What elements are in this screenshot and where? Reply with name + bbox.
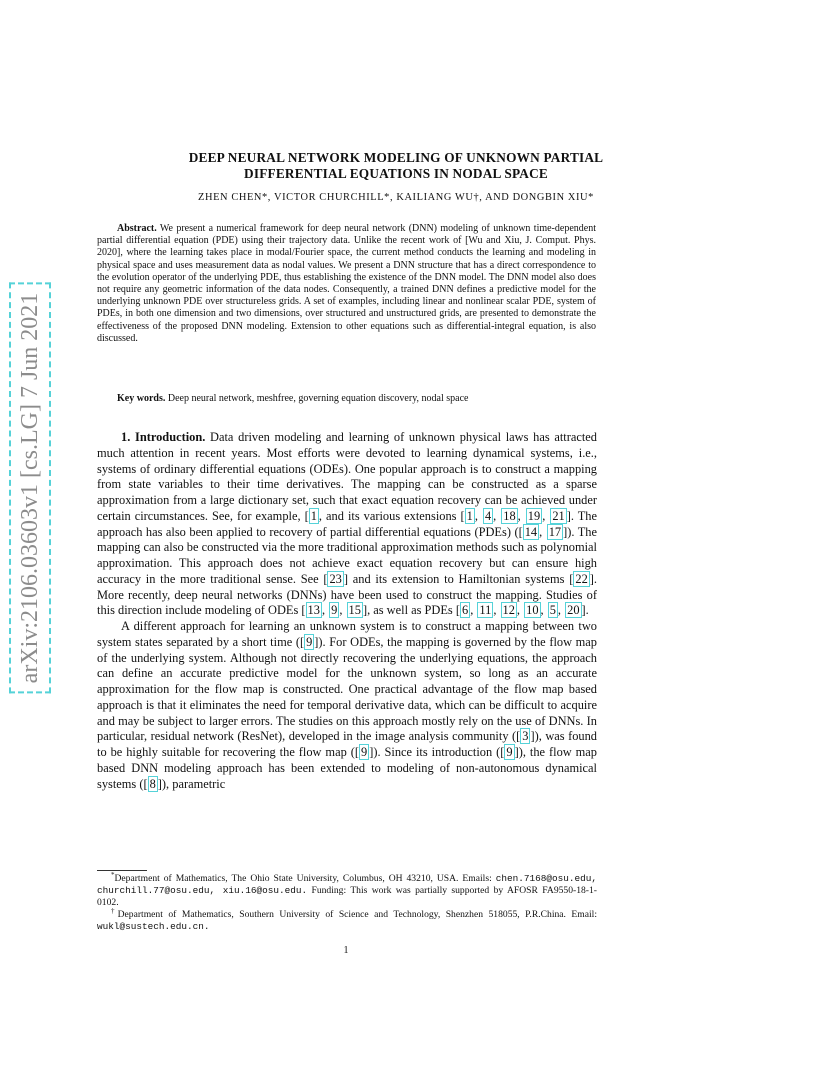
footnote-text: Department of Mathematics, Southern University of Science and Technology, Shenzhen 518055, P.R.China. Email: <box>117 909 598 920</box>
citation-link[interactable]: 9 <box>360 745 368 759</box>
citation-link[interactable]: 19 <box>527 508 541 523</box>
footnote-rule <box>97 870 147 871</box>
citation-link[interactable]: 9 <box>506 745 513 759</box>
author-list: ZHEN CHEN*, VICTOR CHURCHILL*, KAILIANG WU†, AND DONGBIN XIU* <box>198 192 594 203</box>
title-line-2: DIFFERENTIAL EQUATIONS IN NODAL SPACE <box>244 166 548 181</box>
footnote-1 <box>97 870 597 909</box>
footnote-mark: † <box>111 906 118 915</box>
text-span: ]). Since its introduction ([ <box>369 745 505 759</box>
citation-link[interactable]: 11 <box>479 603 492 618</box>
citation-link[interactable]: 14 <box>524 524 538 539</box>
footnotes <box>97 870 598 933</box>
intro-paragraph-1: 1. Introduction. Data driven modeling and learning of unknown physical laws has attracted much attention in recent years. Most efforts were devoted to learning dynamical systems, i.e., systems of ordinary differential equations (ODEs). One popular approach is to construct a mapping from state variables to their time derivatives. The mapping can be constructed as a sparse approximation from a large dictionary set, such that exact equation recovery can be achieved under certain circumstances. See, for example, [ 1 , and its various extensions [ 1 , 4 , 18 , 19 , 21 ]. The approach has also been applied to recovery of partial differential equations (PDEs) ([ 14 , 17 ]). The mapping can also be constructed via the more traditional approximation methods such as polynomial approximation. This approach does not achieve exact equation recovery but can ensure high accuracy in the more traditional sense. See [ 23 ] and its extension to Hamiltonian systems [ 22 ]. More recently, deep neural networks (DNNs) have been used to construct the mapping. Studies of this direction include modeling of ODEs [ 13 , 9 , 15 ], as well as PDEs [ 6 , 11 , 12 , 10 , 5 , 20 ]. <box>97 430 598 618</box>
intro-paragraph-2 <box>97 619 597 792</box>
footnote-mark: * <box>111 870 115 879</box>
text-span: ]), parametric <box>157 776 226 791</box>
citation-link[interactable]: 1 <box>310 508 317 523</box>
footnote-2 <box>97 906 598 933</box>
citation-link[interactable]: 13 <box>307 603 320 618</box>
email-addresses[interactable]: chen.7168@osu.edu, churchill.77@osu.edu, xiu.16@osu.edu. <box>97 873 597 896</box>
page-number: 1 <box>343 945 349 956</box>
text-span: ]. <box>581 603 589 618</box>
citation-link[interactable]: 1 <box>466 508 473 523</box>
citation-link[interactable]: 15 <box>348 603 361 618</box>
text-span: ] and its extension to Hamiltonian systems [ <box>343 571 574 586</box>
footnote-text: Department of Mathematics, The Ohio State University, Columbus, OH 43210, USA. Emails: <box>114 873 492 884</box>
abstract <box>97 223 596 345</box>
text-span: ]. More recently, deep neural networks (DNNs) have been used to construct the mapping. Studies of this direction include modeling of ODEs [ <box>97 571 598 618</box>
arxiv-identifier[interactable]: arXiv:2106.03603v1 [cs.LG] 7 Jun 2021 <box>9 283 51 694</box>
citation-link[interactable]: 12 <box>502 603 515 618</box>
citation-link[interactable]: 5 <box>549 603 556 618</box>
abstract-text: We present a numerical framework for deep neural network (DNN) modeling of unknown time-dependent partial differential equation (PDE) using their trajectory data. Unlike the recent work of [Wu and Xiu, J. Comput. Phys. 2020], where the learning takes place in modal/Fourier space, the current method conducts the learning and modeling in physical space and uses measurement data as nodal values. We present a DNN structure that has a direct correspondence to the evolution operator of the underlying PDE, thus establishing the existence of the DNN model. The DNN model also does not require any geometric information of the data nodes. Consequently, a trained DNN defines a predictive model for the underlying unknown PDE over structureless grids. A set of examples, including linear and nonlinear scalar PDE, system of PDEs, in both one dimension and two dimensions, over structured and unstructured grids, are presented to demonstrate the effectiveness of the proposed DNN modeling. Extension to other equations such as differential-integral equation, is also discussed. <box>97 223 596 344</box>
citation-link[interactable]: 9 <box>331 603 338 618</box>
keywords <box>97 393 596 405</box>
text-span: , and its various extensions [ <box>318 508 465 523</box>
introduction-section <box>97 430 597 792</box>
citation-link[interactable]: 6 <box>461 603 469 618</box>
citation-link[interactable]: 22 <box>575 571 588 586</box>
keywords-text: Deep neural network, meshfree, governing equation discovery, nodal space <box>167 393 469 404</box>
paper-title <box>96 150 696 182</box>
citation-link[interactable]: 4 <box>484 508 492 523</box>
text-span: A different approach for learning an unknown system is to construct a mapping between two system states separated by a short time ([ <box>97 619 597 649</box>
text-span: Data driven modeling and learning of unknown physical laws has attracted much attention in recent years. Most efforts were devoted to learning dynamical systems, i.e., systems of ordinary differential equations (ODEs). One popular approach is to construct a mapping from state variables to their time derivatives. The mapping can be constructed as a sparse approximation from a large dictionary set, such that exact equation recovery can be achieved under certain circumstances. See, for example, <box>97 430 597 523</box>
citation-link[interactable]: 9 <box>306 634 313 649</box>
citation-link[interactable]: 20 <box>567 603 580 618</box>
text-span: ]), the flow map based DNN modeling approach has been extended to modeling of non-autonomous dynamical systems ([ <box>97 745 598 791</box>
citation-link[interactable]: 21 <box>552 508 565 523</box>
citation-link[interactable]: 17 <box>548 524 562 539</box>
text-span: ]), was found to be highly suitable for recovering the flow map ([ <box>97 729 597 759</box>
title-line-1: DEEP NEURAL NETWORK MODELING OF UNKNOWN PARTIAL <box>188 150 604 165</box>
citation-link[interactable]: 18 <box>503 508 516 523</box>
text-span: ]). The mapping can also be constructed via the more traditional approximation methods such as polynomial approximation. This approach does not achieve exact equation recovery but can ensure high accuracy in the more traditional sense. See [ <box>97 524 597 586</box>
citation-link[interactable]: 23 <box>329 571 342 586</box>
citation-link[interactable]: 3 <box>522 729 529 744</box>
funding-text: Funding: This work was partially supported by AFOSR FA9550-18-1-0102. <box>97 885 597 908</box>
keywords-label: Key words. <box>117 393 166 404</box>
text-span: ]). For ODEs, the mapping is governed by the flow map of the underlying system. Although not directly recovering the underlying equations, the approach can define an accurate predictive model for the unknown system, so long as an accurate approximation for the flow map is constructed. One practical advantage of the flow map based approach is that it eliminates the need for temporal derivative data, which can be difficult to acquire and may be subject to larger errors. The studies on this approach mostly rely on the use of DNNs. In particular, residual network (ResNet), developed in the image analysis community ([ <box>97 634 597 744</box>
citation-link[interactable]: 8 <box>149 776 156 791</box>
arxiv-sidebar <box>8 262 52 714</box>
email-address[interactable]: wukl@sustech.edu.cn. <box>97 921 210 932</box>
section-heading: 1. Introduction. <box>121 430 206 444</box>
abstract-label: Abstract. <box>117 223 157 234</box>
text-span: ]. The approach has also been applied to recovery of partial differential equations (PDEs) ([ <box>97 508 597 539</box>
citation-link[interactable]: 10 <box>526 603 539 618</box>
text-span: ], as well as PDEs [ <box>362 603 460 618</box>
